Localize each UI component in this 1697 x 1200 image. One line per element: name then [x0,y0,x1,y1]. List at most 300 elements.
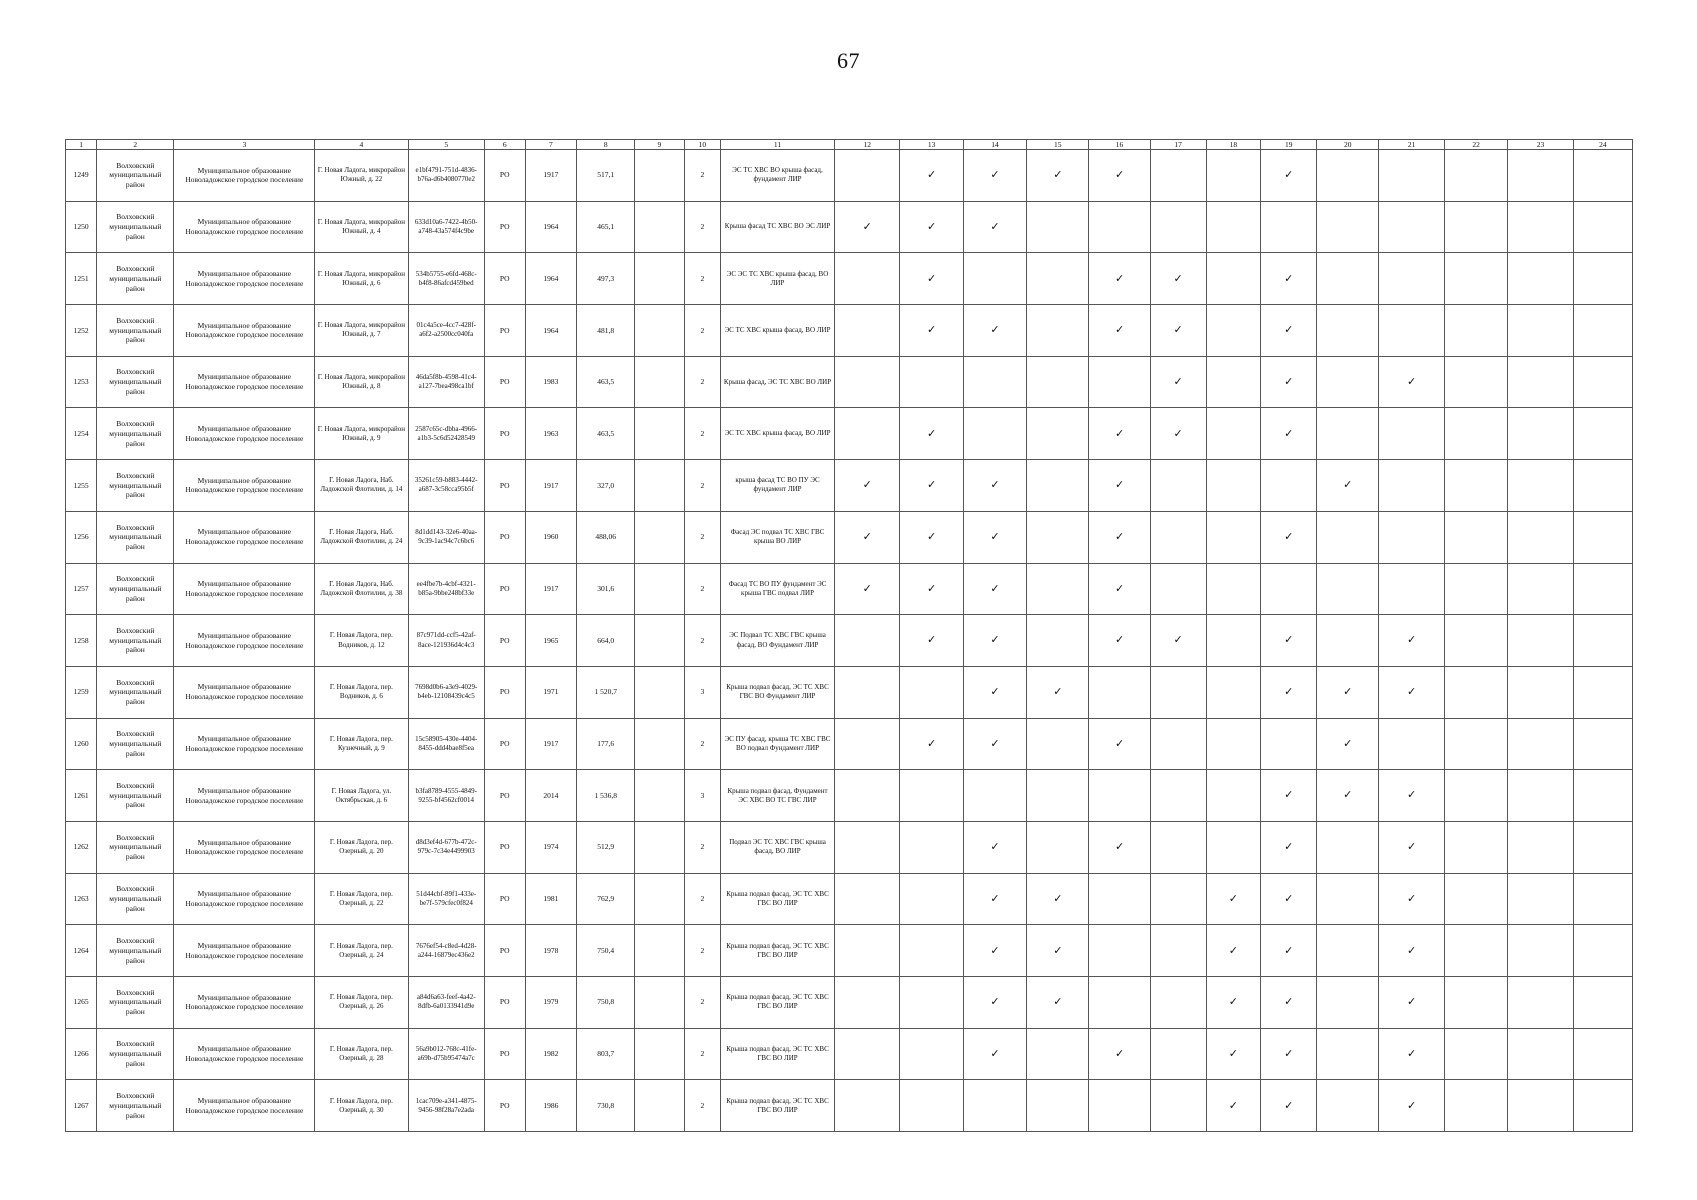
address-cell: Г. Новая Ладога, пер. Озерный, д. 30 [315,1080,408,1132]
district-cell: Волховский муниципальный район [97,150,174,202]
empty-cell [1206,253,1261,305]
area-cell: 803,7 [577,1028,635,1080]
empty-cell [1317,201,1379,253]
column-number-header: 17 [1150,140,1206,150]
empty-cell [1150,150,1206,202]
column-9-cell [635,1080,684,1132]
empty-cell [1206,615,1261,667]
column-number-header: 22 [1444,140,1507,150]
column-10-cell: 3 [684,666,721,718]
empty-cell [1444,356,1507,408]
municipality-cell: Муниципальное образование Новоладожское городское поселение [174,563,315,615]
check-mark-cell: ✓ [963,666,1026,718]
check-mark-cell: ✓ [1206,1080,1261,1132]
house-code-cell: 35261c59-b883-4442-a687-3c58cca95b5f [408,460,484,512]
empty-cell [834,253,900,305]
table-row [66,666,1633,718]
empty-cell [1317,1080,1379,1132]
check-mark-cell: ✓ [1261,150,1317,202]
area-cell: 177,6 [577,718,635,770]
row-number-cell: 1250 [66,201,97,253]
empty-cell [1206,718,1261,770]
empty-cell [1261,201,1317,253]
empty-cell [834,770,900,822]
page-number: 67 [837,48,860,73]
check-mark-cell: ✓ [1089,821,1150,873]
column-10-cell: 2 [684,511,721,563]
column-10-cell: 2 [684,1028,721,1080]
year-cell: 1917 [525,718,577,770]
district-cell: Волховский муниципальный район [97,511,174,563]
type-cell: РО [484,305,525,357]
empty-cell [1089,925,1150,977]
check-mark-cell: ✓ [1089,615,1150,667]
empty-cell [1317,253,1379,305]
row-number-cell: 1263 [66,873,97,925]
empty-cell [1027,408,1089,460]
house-code-cell: 2587c65c-dbba-4966-a1b3-5c6d52428549 [408,408,484,460]
house-code-cell: 7698d0b6-a3e9-4029-b4eb-12108439c4c5 [408,666,484,718]
housing-register-table [65,139,1633,1132]
column-10-cell: 2 [684,615,721,667]
empty-cell [1573,821,1632,873]
house-code-cell: 51d44cbf-89f1-433e-be7f-579cfec0f824 [408,873,484,925]
empty-cell [1573,150,1632,202]
area-cell: 750,8 [577,977,635,1029]
column-10-cell: 2 [684,201,721,253]
check-mark-cell: ✓ [834,201,900,253]
column-number-header: 23 [1508,140,1574,150]
column-number-header: 8 [577,140,635,150]
address-cell: Г. Новая Ладога, пер. Озерный, д. 24 [315,925,408,977]
check-mark-cell: ✓ [1261,977,1317,1029]
empty-cell [834,666,900,718]
works-list-cell: ЭС ТС ХВС крыша фасад, ВО ЛИР [721,408,835,460]
empty-cell [900,666,963,718]
type-cell: РО [484,1028,525,1080]
municipality-cell: Муниципальное образование Новоладожское городское поселение [174,460,315,512]
empty-cell [1573,1080,1632,1132]
empty-cell [1150,821,1206,873]
area-cell: 1 520,7 [577,666,635,718]
check-mark-cell: ✓ [1317,460,1379,512]
column-9-cell [635,408,684,460]
check-mark-cell: ✓ [1027,925,1089,977]
check-mark-cell: ✓ [1089,253,1150,305]
check-mark-cell: ✓ [900,615,963,667]
type-cell: РО [484,511,525,563]
year-cell: 1983 [525,356,577,408]
check-mark-cell: ✓ [1150,408,1206,460]
check-mark-cell: ✓ [1206,925,1261,977]
works-list-cell: Крыша фасад, ЭС ТС ХВС ВО ЛИР [721,356,835,408]
empty-cell [963,1080,1026,1132]
check-mark-cell: ✓ [1379,977,1445,1029]
column-number-header: 24 [1573,140,1632,150]
empty-cell [1027,615,1089,667]
empty-cell [1379,305,1445,357]
check-mark-cell: ✓ [1261,770,1317,822]
column-number-header: 21 [1379,140,1445,150]
table-row [66,718,1633,770]
check-mark-cell: ✓ [1379,770,1445,822]
column-9-cell [635,511,684,563]
empty-cell [1027,1028,1089,1080]
empty-cell [1027,201,1089,253]
house-code-cell: b3fa8789-4555-4849-9255-bf4562cf0014 [408,770,484,822]
year-cell: 1978 [525,925,577,977]
empty-cell [1206,201,1261,253]
type-cell: РО [484,977,525,1029]
empty-cell [1150,770,1206,822]
empty-cell [900,770,963,822]
municipality-cell: Муниципальное образование Новоладожское городское поселение [174,253,315,305]
empty-cell [1573,563,1632,615]
check-mark-cell: ✓ [963,511,1026,563]
district-cell: Волховский муниципальный район [97,305,174,357]
type-cell: РО [484,563,525,615]
column-number-header: 4 [315,140,408,150]
type-cell: РО [484,615,525,667]
column-9-cell [635,770,684,822]
empty-cell [834,1028,900,1080]
municipality-cell: Муниципальное образование Новоладожское городское поселение [174,821,315,873]
empty-cell [1150,925,1206,977]
column-9-cell [635,460,684,512]
column-10-cell: 2 [684,873,721,925]
empty-cell [1508,150,1574,202]
check-mark-cell: ✓ [834,511,900,563]
empty-cell [900,977,963,1029]
empty-cell [900,1028,963,1080]
house-code-cell: 1cac709e-a341-4875-9456-98f28a7e2ada [408,1080,484,1132]
empty-cell [1206,408,1261,460]
column-9-cell [635,563,684,615]
empty-cell [1089,666,1150,718]
empty-cell [1379,408,1445,460]
empty-cell [1444,460,1507,512]
row-number-cell: 1267 [66,1080,97,1132]
empty-cell [1089,356,1150,408]
column-10-cell: 2 [684,150,721,202]
check-mark-cell: ✓ [963,925,1026,977]
address-cell: Г. Новая Ладога, пер. Кузнечный, д. 9 [315,718,408,770]
table-row [66,1080,1633,1132]
empty-cell [834,408,900,460]
column-number-header: 6 [484,140,525,150]
address-cell: Г. Новая Ладога, пер. Водников, д. 12 [315,615,408,667]
type-cell: РО [484,821,525,873]
table-body [66,150,1633,1132]
empty-cell [834,615,900,667]
type-cell: РО [484,718,525,770]
district-cell: Волховский муниципальный район [97,925,174,977]
empty-cell [1206,305,1261,357]
area-cell: 465,1 [577,201,635,253]
column-10-cell: 3 [684,770,721,822]
row-number-cell: 1260 [66,718,97,770]
empty-cell [1444,873,1507,925]
check-mark-cell: ✓ [1150,253,1206,305]
address-cell: Г. Новая Ладога, пер. Водников, д. 6 [315,666,408,718]
check-mark-cell: ✓ [1379,925,1445,977]
check-mark-cell: ✓ [1317,718,1379,770]
type-cell: РО [484,253,525,305]
empty-cell [1444,1028,1507,1080]
check-mark-cell: ✓ [900,511,963,563]
empty-cell [1573,201,1632,253]
column-number-header: 3 [174,140,315,150]
address-cell: Г. Новая Ладога, ул. Октябрьская, д. 6 [315,770,408,822]
table-row [66,770,1633,822]
column-9-cell [635,666,684,718]
empty-cell [1508,770,1574,822]
district-cell: Волховский муниципальный район [97,460,174,512]
empty-cell [1317,1028,1379,1080]
house-code-cell: a84d6a63-feef-4a42-8dfb-6a0133941d9e [408,977,484,1029]
empty-cell [1508,821,1574,873]
house-code-cell: d8d3ef4d-677b-472c-979c-7c34e4499903 [408,821,484,873]
year-cell: 1965 [525,615,577,667]
empty-cell [1150,873,1206,925]
row-number-cell: 1254 [66,408,97,460]
empty-cell [1508,666,1574,718]
row-number-cell: 1251 [66,253,97,305]
column-number-row [66,140,1633,150]
check-mark-cell: ✓ [1027,150,1089,202]
type-cell: РО [484,356,525,408]
empty-cell [1444,253,1507,305]
empty-cell [1150,201,1206,253]
municipality-cell: Муниципальное образование Новоладожское городское поселение [174,718,315,770]
municipality-cell: Муниципальное образование Новоладожское городское поселение [174,150,315,202]
empty-cell [1508,718,1574,770]
empty-cell [1573,615,1632,667]
municipality-cell: Муниципальное образование Новоладожское городское поселение [174,615,315,667]
municipality-cell: Муниципальное образование Новоладожское городское поселение [174,977,315,1029]
column-9-cell [635,873,684,925]
column-number-header: 11 [721,140,835,150]
empty-cell [963,253,1026,305]
check-mark-cell: ✓ [963,821,1026,873]
year-cell: 1917 [525,563,577,615]
empty-cell [1027,1080,1089,1132]
works-list-cell: крыша фасад ТС ВО ПУ ЭС фундамент ЛИР [721,460,835,512]
house-code-cell: 15c58905-430e-4404-8455-ddd4bae8f5ea [408,718,484,770]
empty-cell [1444,511,1507,563]
empty-cell [1150,511,1206,563]
check-mark-cell: ✓ [1089,1028,1150,1080]
check-mark-cell: ✓ [1089,511,1150,563]
house-code-cell: 87c971dd-ccf5-42af-8ace-121936d4c4c3 [408,615,484,667]
area-cell: 517,1 [577,150,635,202]
column-number-header: 19 [1261,140,1317,150]
check-mark-cell: ✓ [1317,666,1379,718]
empty-cell [1508,977,1574,1029]
column-number-header: 9 [635,140,684,150]
empty-cell [1150,563,1206,615]
empty-cell [1089,1080,1150,1132]
district-cell: Волховский муниципальный район [97,253,174,305]
works-list-cell: ЭС Подвал ТС ХВС ГВС крыша фасад, ВО Фундамент ЛИР [721,615,835,667]
column-10-cell: 2 [684,563,721,615]
check-mark-cell: ✓ [900,201,963,253]
works-list-cell: Крыша подвал фасад, ЭС ТС ХВС ГВС ВО ЛИР [721,1080,835,1132]
empty-cell [1573,666,1632,718]
municipality-cell: Муниципальное образование Новоладожское городское поселение [174,356,315,408]
column-number-header: 5 [408,140,484,150]
type-cell: РО [484,1080,525,1132]
check-mark-cell: ✓ [900,305,963,357]
check-mark-cell: ✓ [1261,821,1317,873]
year-cell: 1986 [525,1080,577,1132]
column-number-header: 18 [1206,140,1261,150]
area-cell: 730,8 [577,1080,635,1132]
column-10-cell: 2 [684,925,721,977]
row-number-cell: 1259 [66,666,97,718]
type-cell: РО [484,201,525,253]
check-mark-cell: ✓ [1261,1028,1317,1080]
check-mark-cell: ✓ [1027,873,1089,925]
address-cell: Г. Новая Ладога, микрорайон Южный, д. 4 [315,201,408,253]
empty-cell [1089,770,1150,822]
column-9-cell [635,1028,684,1080]
address-cell: Г. Новая Ладога, микрорайон Южный, д. 8 [315,356,408,408]
empty-cell [1444,977,1507,1029]
empty-cell [1089,873,1150,925]
check-mark-cell: ✓ [900,253,963,305]
empty-cell [1508,253,1574,305]
house-code-cell: 633d10a6-7422-4b50-a748-43a574f4c9be [408,201,484,253]
empty-cell [1027,356,1089,408]
empty-cell [1150,718,1206,770]
empty-cell [1206,150,1261,202]
column-number-header: 14 [963,140,1026,150]
column-10-cell: 2 [684,408,721,460]
empty-cell [1206,563,1261,615]
area-cell: 750,4 [577,925,635,977]
empty-cell [1027,460,1089,512]
row-number-cell: 1264 [66,925,97,977]
column-9-cell [635,615,684,667]
column-10-cell: 2 [684,718,721,770]
check-mark-cell: ✓ [1379,615,1445,667]
column-number-header: 15 [1027,140,1089,150]
check-mark-cell: ✓ [1027,977,1089,1029]
check-mark-cell: ✓ [900,718,963,770]
municipality-cell: Муниципальное образование Новоладожское городское поселение [174,1080,315,1132]
empty-cell [900,356,963,408]
check-mark-cell: ✓ [963,1028,1026,1080]
house-code-cell: 8d1dd143-32e6-40aa-9c39-1ac94c7c6bc6 [408,511,484,563]
empty-cell [834,305,900,357]
check-mark-cell: ✓ [963,718,1026,770]
municipality-cell: Муниципальное образование Новоладожское городское поселение [174,201,315,253]
check-mark-cell: ✓ [1261,408,1317,460]
table-row [66,1028,1633,1080]
empty-cell [834,821,900,873]
check-mark-cell: ✓ [1089,305,1150,357]
check-mark-cell: ✓ [963,977,1026,1029]
district-cell: Волховский муниципальный район [97,356,174,408]
column-number-header: 16 [1089,140,1150,150]
empty-cell [1317,356,1379,408]
column-number-header: 2 [97,140,174,150]
year-cell: 1971 [525,666,577,718]
empty-cell [1027,770,1089,822]
column-10-cell: 2 [684,977,721,1029]
check-mark-cell: ✓ [1261,615,1317,667]
empty-cell [1444,150,1507,202]
empty-cell [834,150,900,202]
empty-cell [1261,460,1317,512]
table-row [66,408,1633,460]
works-list-cell: ЭС ТС ХВС крыша фасад, ВО ЛИР [721,305,835,357]
empty-cell [1573,873,1632,925]
column-9-cell [635,977,684,1029]
empty-cell [1379,563,1445,615]
municipality-cell: Муниципальное образование Новоладожское городское поселение [174,666,315,718]
table-row [66,925,1633,977]
empty-cell [1573,925,1632,977]
empty-cell [1573,718,1632,770]
area-cell: 481,8 [577,305,635,357]
empty-cell [1573,511,1632,563]
year-cell: 2014 [525,770,577,822]
table-row [66,615,1633,667]
address-cell: Г. Новая Ладога, Наб. Ладожской Флотилии, д. 14 [315,460,408,512]
empty-cell [1444,563,1507,615]
column-10-cell: 2 [684,356,721,408]
empty-cell [1444,666,1507,718]
year-cell: 1982 [525,1028,577,1080]
empty-cell [1508,873,1574,925]
row-number-cell: 1255 [66,460,97,512]
table-row [66,821,1633,873]
check-mark-cell: ✓ [1261,925,1317,977]
empty-cell [1317,563,1379,615]
empty-cell [1206,356,1261,408]
empty-cell [900,1080,963,1132]
empty-cell [1206,821,1261,873]
municipality-cell: Муниципальное образование Новоладожское городское поселение [174,925,315,977]
column-10-cell: 2 [684,821,721,873]
check-mark-cell: ✓ [1261,305,1317,357]
works-list-cell: Крыша фасад ТС ХВС ВО ЭС ЛИР [721,201,835,253]
column-9-cell [635,305,684,357]
district-cell: Волховский муниципальный район [97,563,174,615]
empty-cell [900,821,963,873]
check-mark-cell: ✓ [1089,150,1150,202]
works-list-cell: Фасад ТС ВО ПУ фундамент ЭС крыша ГВС подвал ЛИР [721,563,835,615]
area-cell: 1 536,8 [577,770,635,822]
table-row [66,873,1633,925]
column-9-cell [635,356,684,408]
address-cell: Г. Новая Ладога, пер. Озерный, д. 28 [315,1028,408,1080]
empty-cell [1508,615,1574,667]
table-row [66,460,1633,512]
check-mark-cell: ✓ [1261,511,1317,563]
empty-cell [1150,977,1206,1029]
empty-cell [1206,770,1261,822]
address-cell: Г. Новая Ладога, микрорайон Южный, д. 22 [315,150,408,202]
empty-cell [1379,253,1445,305]
works-list-cell: ЭС ПУ фасад, крыша ТС ХВС ГВС ВО подвал Фундамент ЛИР [721,718,835,770]
empty-cell [1444,201,1507,253]
district-cell: Волховский муниципальный район [97,873,174,925]
municipality-cell: Муниципальное образование Новоладожское городское поселение [174,305,315,357]
empty-cell [1508,925,1574,977]
